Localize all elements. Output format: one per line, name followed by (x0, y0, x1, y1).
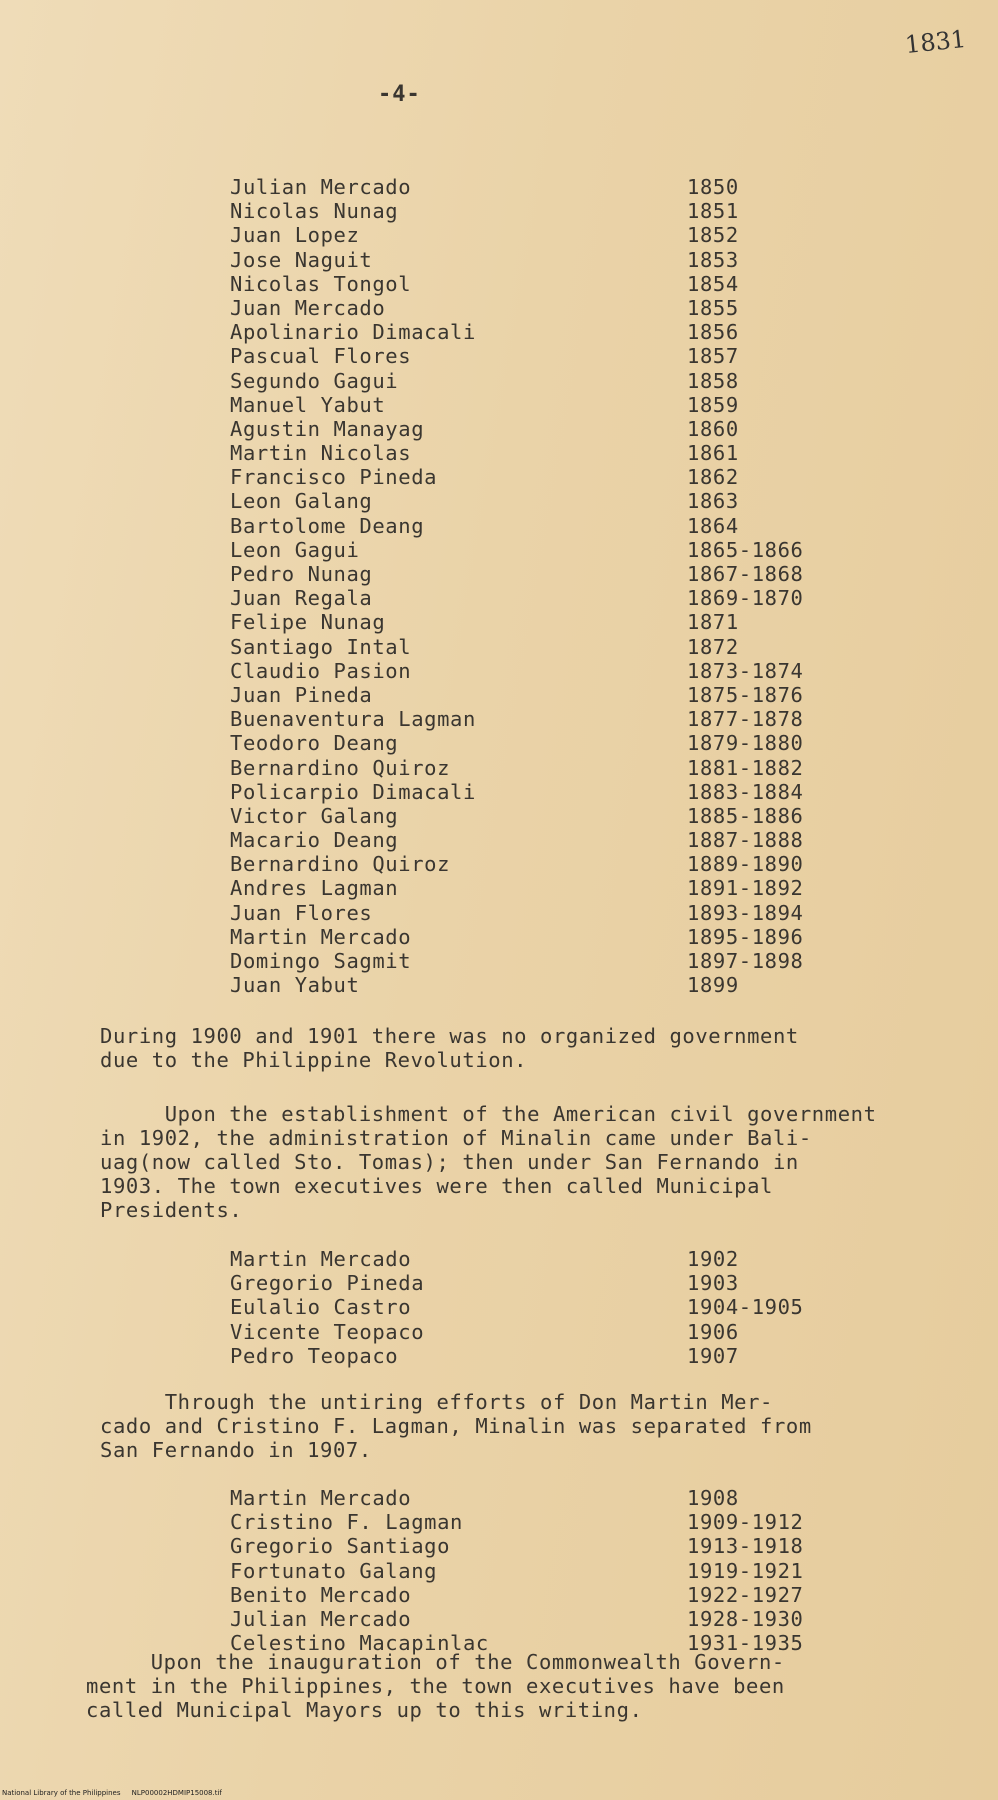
official-row (230, 223, 870, 247)
official-name: Nicolas Tongol (230, 271, 412, 296)
official-term: 1881-1882 (687, 755, 804, 780)
official-name: Martin Mercado (230, 1247, 412, 1271)
official-row (230, 973, 870, 997)
paragraph-separation (100, 1390, 812, 1462)
official-name: Domingo Sagmit (230, 949, 412, 973)
text-line: During 1900 and 1901 there was no organized government (100, 1024, 799, 1048)
official-row (230, 659, 870, 683)
official-name: Juan Regala (230, 586, 373, 611)
official-name: Bernardino Quiroz (230, 852, 451, 877)
paragraph-american-civil-government (100, 1102, 877, 1222)
archive-footer (2, 1789, 222, 1797)
official-term: 1931-1935 (687, 1631, 804, 1656)
text-line: ment in the Philippines, the town executives have been (86, 1674, 785, 1698)
official-term: 1887-1888 (687, 828, 804, 853)
official-name: Agustin Manayag (230, 416, 425, 441)
official-name: Vicente Teopaco (230, 1319, 425, 1344)
official-term: 1867-1868 (687, 562, 804, 586)
official-term: 1861 (687, 441, 739, 466)
official-term: 1859 (687, 392, 739, 417)
official-name: Juan Yabut (230, 973, 360, 998)
official-row (230, 393, 870, 417)
official-name: Nicolas Nunag (230, 199, 399, 224)
official-term: 1885-1886 (687, 803, 804, 828)
official-term: 1897-1898 (687, 949, 804, 973)
official-row (230, 925, 870, 949)
official-term: 1855 (687, 295, 739, 320)
official-row (230, 369, 870, 393)
official-term: 1893-1894 (687, 900, 804, 925)
official-name: Manuel Yabut (230, 392, 386, 417)
official-row (230, 780, 870, 804)
official-term: 1856 (687, 320, 739, 345)
text-line: 1903. The town executives were then called Municipal (100, 1174, 773, 1198)
official-name: Juan Flores (230, 900, 373, 925)
official-row (230, 1510, 870, 1534)
official-name: Jose Naguit (230, 247, 373, 272)
official-row (230, 320, 870, 344)
official-row (230, 610, 870, 634)
official-term: 1860 (687, 416, 739, 441)
official-row (230, 586, 870, 610)
official-name: Fortunato Galang (230, 1558, 438, 1583)
official-term: 1879-1880 (687, 731, 804, 756)
text-line: Through the untiring efforts of Don Martin Mer- (100, 1390, 773, 1414)
official-row (230, 756, 870, 780)
official-name: Benito Mercado (230, 1582, 412, 1607)
official-name: Leon Gagui (230, 537, 360, 562)
official-row (230, 562, 870, 586)
official-term: 1869-1870 (687, 586, 804, 611)
official-term: 1854 (687, 271, 739, 296)
official-name: Gregorio Santiago (230, 1534, 451, 1559)
official-term: 1863 (687, 489, 739, 514)
official-term: 1907 (687, 1343, 739, 1368)
official-term: 1909-1912 (687, 1510, 804, 1535)
official-row (230, 1271, 870, 1295)
official-name: Eulalio Castro (230, 1295, 412, 1320)
paragraph-no-government (100, 1024, 799, 1072)
official-row (230, 804, 870, 828)
official-name: Cristino F. Lagman (230, 1510, 463, 1535)
official-term: 1902 (687, 1247, 739, 1271)
text-line: called Municipal Mayors up to this writing. (86, 1698, 643, 1722)
official-row (230, 876, 870, 900)
official-term: 1899 (687, 973, 739, 998)
page-number: -4- (378, 82, 421, 107)
text-line: Upon the establishment of the American civil government (100, 1102, 877, 1126)
official-name: Teodoro Deang (230, 731, 399, 756)
official-row (230, 683, 870, 707)
official-name: Pedro Teopaco (230, 1343, 399, 1368)
official-term: 1853 (687, 247, 739, 272)
official-name: Santiago Intal (230, 634, 412, 659)
official-term: 1864 (687, 513, 739, 538)
official-term: 1873-1874 (687, 658, 804, 683)
official-term: 1913-1918 (687, 1534, 804, 1559)
text-line: uag(now called Sto. Tomas); then under San Fernando in (100, 1150, 799, 1174)
official-term: 1871 (687, 610, 739, 635)
official-row (230, 1486, 870, 1510)
official-name: Martin Mercado (230, 1486, 412, 1510)
official-name: Celestino Macapinlac (230, 1631, 489, 1656)
official-row (230, 248, 870, 272)
official-row (230, 1295, 870, 1319)
official-name: Pascual Flores (230, 344, 412, 369)
official-term: 1919-1921 (687, 1558, 804, 1583)
official-name: Bartolome Deang (230, 513, 425, 538)
official-row (230, 538, 870, 562)
text-line: Presidents. (100, 1198, 243, 1222)
text-line: due to the Philippine Revolution. (100, 1048, 528, 1072)
official-name: Francisco Pineda (230, 465, 438, 490)
official-row (230, 417, 870, 441)
official-name: Juan Mercado (230, 295, 386, 320)
officials-list-1908-1935 (230, 1486, 870, 1655)
official-row (230, 344, 870, 368)
footer-library: National Library of the Philippines (2, 1789, 121, 1797)
official-term: 1903 (687, 1271, 739, 1296)
official-name: Felipe Nunag (230, 610, 386, 635)
official-row (230, 175, 870, 199)
text-line: in 1902, the administration of Minalin came under Bali- (100, 1126, 812, 1150)
official-name: Juan Lopez (230, 223, 360, 248)
footer-filename: NLP00002HDMIP15008.tif (131, 1789, 222, 1797)
official-row (230, 949, 870, 973)
official-term: 1908 (687, 1486, 739, 1510)
official-row (230, 1344, 870, 1368)
official-name: Claudio Pasion (230, 658, 412, 683)
official-row (230, 1320, 870, 1344)
paragraph-commonwealth (86, 1650, 785, 1722)
official-row (230, 489, 870, 513)
official-name: Martin Nicolas (230, 441, 412, 466)
official-term: 1883-1884 (687, 779, 804, 804)
official-name: Julian Mercado (230, 175, 412, 199)
official-term: 1877-1878 (687, 707, 804, 732)
official-row (230, 1583, 870, 1607)
official-term: 1906 (687, 1319, 739, 1344)
official-row (230, 901, 870, 925)
official-term: 1852 (687, 223, 739, 248)
official-row (230, 635, 870, 659)
official-term: 1862 (687, 465, 739, 490)
officials-list-1902-1907 (230, 1247, 870, 1368)
official-row (230, 199, 870, 223)
official-row (230, 707, 870, 731)
official-term: 1865-1866 (687, 537, 804, 562)
official-name: Bernardino Quiroz (230, 755, 451, 780)
official-name: Gregorio Pineda (230, 1271, 425, 1296)
official-term: 1850 (687, 175, 739, 199)
official-name: Macario Deang (230, 828, 399, 853)
corner-archive-number: 1831 (903, 24, 968, 60)
official-name: Pedro Nunag (230, 562, 373, 586)
official-name: Juan Pineda (230, 682, 373, 707)
official-row (230, 731, 870, 755)
official-row (230, 1607, 870, 1631)
official-term: 1891-1892 (687, 876, 804, 901)
official-name: Julian Mercado (230, 1606, 412, 1631)
official-term: 1889-1890 (687, 852, 804, 877)
official-term: 1857 (687, 344, 739, 369)
text-line: Upon the inauguration of the Commonwealth Govern- (86, 1650, 785, 1674)
official-term: 1851 (687, 199, 739, 224)
official-name: Buenaventura Lagman (230, 707, 476, 732)
official-term: 1858 (687, 368, 739, 393)
official-row (230, 441, 870, 465)
official-name: Segundo Gagui (230, 368, 399, 393)
official-term: 1904-1905 (687, 1295, 804, 1320)
official-row (230, 1534, 870, 1558)
official-name: Leon Galang (230, 489, 373, 514)
official-row (230, 828, 870, 852)
official-row (230, 272, 870, 296)
official-term: 1922-1927 (687, 1582, 804, 1607)
official-name: Andres Lagman (230, 876, 399, 901)
text-line: San Fernando in 1907. (100, 1438, 372, 1462)
officials-list-1850-1899 (230, 175, 870, 997)
official-term: 1928-1930 (687, 1606, 804, 1631)
official-row (230, 296, 870, 320)
official-row (230, 1559, 870, 1583)
official-name: Martin Mercado (230, 924, 412, 949)
official-term: 1875-1876 (687, 682, 804, 707)
official-name: Victor Galang (230, 803, 399, 828)
text-line: cado and Cristino F. Lagman, Minalin was separated from (100, 1414, 812, 1438)
official-term: 1895-1896 (687, 924, 804, 949)
official-term: 1872 (687, 634, 739, 659)
official-name: Policarpio Dimacali (230, 779, 476, 804)
official-name: Apolinario Dimacali (230, 320, 476, 345)
official-row (230, 465, 870, 489)
official-row (230, 852, 870, 876)
official-row (230, 514, 870, 538)
official-row (230, 1247, 870, 1271)
